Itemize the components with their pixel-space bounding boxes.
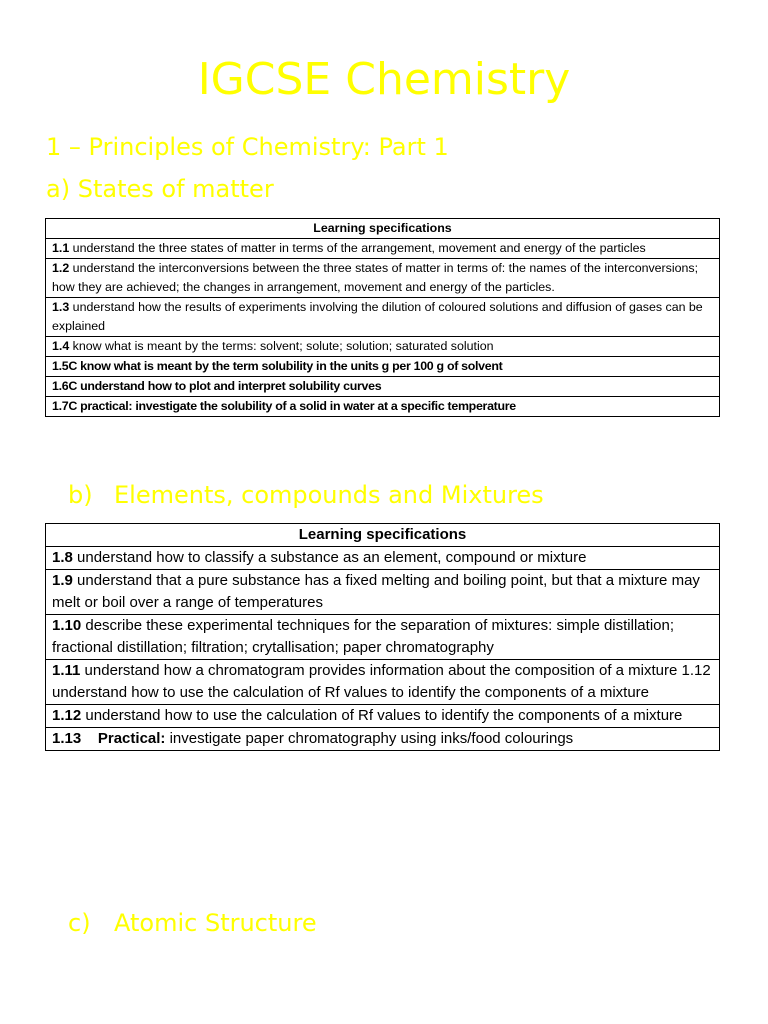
subheading-marker: a) bbox=[46, 175, 71, 203]
table-row: 1.7C practical: investigate the solubility of a solid in water at a specific temperature bbox=[46, 397, 720, 417]
table-row: 1.8 understand how to classify a substance as an element, compound or mixture bbox=[46, 547, 720, 570]
table-row: 1.13 Practical: investigate paper chromatography using inks/food colourings bbox=[46, 728, 720, 751]
subheading-label: Atomic Structure bbox=[114, 909, 317, 937]
table-row: 1.1 understand the three states of matter in terms of the arrangement, movement and energy of the particles bbox=[46, 239, 720, 259]
table-row: 1.11 understand how a chromatogram provides information about the composition of a mixture 1.12 understand how to use the calculation of Rf values to identify the components of a mixture bbox=[46, 660, 720, 705]
table-row: 1.6C understand how to plot and interpret solubility curves bbox=[46, 377, 720, 397]
table-row: 1.4 know what is meant by the terms: solvent; solute; solution; saturated solution bbox=[46, 337, 720, 357]
subheading-atomic-structure bbox=[68, 906, 317, 940]
elements-compounds-mixtures-table bbox=[45, 523, 720, 751]
table-header: Learning specifications bbox=[46, 219, 720, 239]
table-row: 1.10 describe these experimental techniques for the separation of mixtures: simple distillation; fractional distillation; filtration; crytallisation; paper chromatography bbox=[46, 615, 720, 660]
document-title: IGCSE Chemistry bbox=[197, 54, 571, 105]
table-row: 1.2 understand the interconversions between the three states of matter in terms of: the names of the interconversions; how they are achieved; the changes in arrangement, movement and energy of the particles. bbox=[46, 259, 720, 298]
subheading-marker: c) bbox=[68, 909, 91, 937]
subheading-label: Elements, compounds and Mixtures bbox=[114, 481, 544, 509]
section-heading: 1 – Principles of Chemistry: Part 1 bbox=[46, 133, 449, 161]
subheading-label: States of matter bbox=[77, 175, 274, 203]
subheading-marker: b) bbox=[68, 481, 93, 509]
table-header: Learning specifications bbox=[46, 524, 720, 547]
table-row: 1.5C know what is meant by the term solubility in the units g per 100 g of solvent bbox=[46, 357, 720, 377]
table-row: 1.12 understand how to use the calculation of Rf values to identify the components of a mixture bbox=[46, 705, 720, 728]
subheading-elements-compounds-mixtures bbox=[68, 478, 544, 512]
table-row: 1.9 understand that a pure substance has a fixed melting and boiling point, but that a mixture may melt or boil over a range of temperatures bbox=[46, 570, 720, 615]
states-of-matter-table bbox=[45, 218, 720, 417]
table-row: 1.3 understand how the results of experiments involving the dilution of coloured solutions and diffusion of gases can be explained bbox=[46, 298, 720, 337]
subheading-states-of-matter bbox=[46, 172, 274, 206]
